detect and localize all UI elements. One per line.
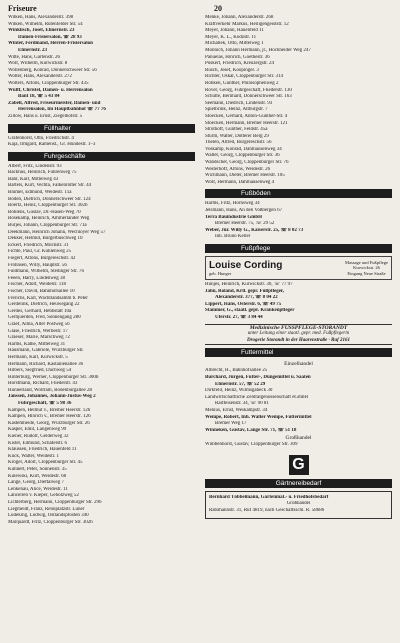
list-item: Wandscher, Georg, Cloppenburger Str. 76 — [205, 160, 289, 166]
section-heading-futtermittel: Futtermittel — [205, 348, 392, 357]
list-item: Kraftverkehr Markus, Heiligengeiststr. 12 — [205, 21, 289, 27]
list-item: Stoecken, Hermann, Bremer Heerstr. 121 — [205, 120, 288, 126]
list-item: Frerichs, Karl, Wachtlandsamm b. Peter — [8, 295, 88, 301]
list-item: Lenkenau, Alice, Weidestr. 11 — [8, 486, 68, 492]
list-item: Witte, Hans, Gartenstr. 26 — [8, 54, 61, 60]
list-item: Kiener, Rudolf, Gelderweg 32 — [8, 434, 69, 440]
list-item: Wilken, Hans, Alexanderstr. 398 — [8, 15, 74, 20]
storandt-address: Drogerie Storandt in der Haarenstraße · Ruf 2161 — [246, 337, 351, 343]
toebbelmann-advertisement — [205, 491, 392, 519]
list-item: Kulewski, Kurt, Weidestr. 68 — [8, 473, 67, 479]
list-item: Wempe, Robert, Inh. Walter Wempe, Futtermittel — [205, 414, 312, 420]
right-column — [205, 15, 392, 526]
list-item: Lichterberg, Hermann, Cloppenburger Str. 296 — [8, 499, 102, 505]
list-item: Hinterburg, Werner, Cloppenburger Str. 300b — [8, 374, 99, 380]
list-item: Röver, Georg, Fuhrgeschäft, Fliederstr. 130 — [205, 87, 292, 93]
list-item: Bartels, Kurt, Vechta, Falkenrotter Str. 44 — [8, 183, 92, 189]
list-item: Meyer, K. L., Kodzstr. 11 — [205, 34, 257, 40]
list-item: Bremer Weg 17 — [215, 421, 247, 427]
list-item: Röbken, Günther, Philosophenweg 2 — [205, 80, 279, 86]
list-item: Kister, Edmund, Schäferstr. 6 — [8, 440, 67, 446]
list-item: Poskert, Friedrich, Kreuzergstr. 24 — [205, 61, 275, 67]
list-item: Lüdeking, Ludwig, Ostlandspfosten 340 — [8, 513, 89, 519]
list-item: Wolf, Hermann, Dählhausenweg 4 — [205, 179, 275, 185]
list-item: Hunjes, Heinrich, Kurwickstr. 30, ☏ 77 97 — [205, 282, 293, 287]
section-heading-gaertnereibedarf: Gärtnereibedarf — [205, 479, 392, 488]
list-item: Gerhjuerden, Fred, Sonnengang 280 — [8, 315, 81, 321]
list-item: Strothoff, Günther, Feldstr. 45a — [205, 127, 268, 133]
list-item: Jelsmann, Hans, An den Voßbergen 67 — [205, 208, 283, 214]
list-item: Seemann, Diedrich, Lindenstr. 93 — [205, 100, 273, 106]
list-item: Fuhrgeschäft, ☏ 5 98 36 — [18, 401, 72, 407]
list-item: Fiegert, Alfons, Bürgereschstr. 42 — [8, 256, 76, 261]
list-item: Eckert, Friedrich, Milchstr. 31 — [8, 242, 69, 248]
list-item: Dekker, Helmut, Burgerbuschweg 10 — [8, 236, 83, 242]
list-item: Menke, Johann, Alexanderstr. 268 — [205, 15, 274, 20]
list-item: Albert, Fritz, Lindenstr. 93 — [8, 163, 62, 169]
list-item: Dirkfeld, Heinz, Wilmsgabeck 30 — [205, 388, 273, 394]
left-column — [8, 15, 195, 526]
list-item: Damen-Frisiersalon, ☏ 28 93 — [18, 34, 82, 40]
list-item: Wollenberg, Konrad, Donnerschweer Str. 56 — [8, 67, 97, 73]
list-item: Spielbrink, Heinz, Altburgstr. 7 — [205, 107, 268, 113]
list-item: Fischer, Adolf, Weidestr. 118 — [8, 282, 67, 288]
list-item: Janssen, Johannes, Johann-Justus-Weg 2 — [8, 394, 96, 400]
list-item: Blümel, Edmund, Weidestr. 11a — [8, 190, 72, 196]
list-item: Jahn, Roland, Krtl. gepr. Fußpfleger, — [205, 288, 284, 294]
list-item: Terra Bauindustrie GmbH — [205, 214, 263, 220]
list-item: Horstmann, Richard, Fliederstr. 43 — [8, 381, 78, 387]
storandt-advertisement — [205, 324, 392, 346]
cording-service: Massage und Fußpflege — [345, 259, 388, 265]
cording-advertisement — [205, 256, 392, 280]
list-item: Voskamp, Konrad, Dählhausenweg 34 — [205, 146, 282, 152]
list-item: Herrensalon, Im Hauptbahnhof ☏ 77 76 — [18, 107, 106, 113]
list-item: Frohnsen, Willy, Hauptstr. 56 — [8, 262, 67, 268]
list-item: Winneken, Gustav, Lange Str. 71, ☏ 51 18 — [205, 427, 297, 433]
page-number: 20 — [214, 4, 222, 13]
list-item: Harms, Fritz, Hornsweg 34 — [205, 201, 260, 207]
list-item: Gerdes, Gerhard, Hebbstatt 10a — [8, 308, 72, 314]
toebbelmann-type: Großhandel — [286, 501, 311, 507]
cording-address: Kurwickstr. 26 — [353, 265, 380, 271]
list-item: Bremer Heerstr. 75, ☏ 29 52 — [215, 221, 275, 227]
section-title: Friseure — [8, 4, 37, 13]
list-item: Fichte, Paul, Gr. Kuhlenweg 25 — [8, 249, 72, 255]
list-item: Rusch, Josef, Koopinger. 3 — [205, 67, 259, 73]
fussboeden-list — [205, 201, 392, 241]
list-item: Graeser, Marie, Marschweg 72 — [8, 335, 70, 341]
storandt-subtitle: unter Leitung einer staatl. gepr. med. Fußpflegerin — [247, 331, 350, 337]
list-item: Mönnich, Johann Hermann, jr., Hochheider Weg 247 — [205, 47, 311, 53]
list-item: Hilbers, Siegfried, Dachweg 54 — [8, 368, 72, 374]
list-item: Weber, Jür. Willy G., Kaiserstr. 25, ☏ 8 02 73 — [205, 227, 304, 233]
list-item: Winklisch, Josef, Ehnernstr. 23 — [8, 28, 75, 34]
list-item: Fischer, David, Bahnhofsallee 10 — [8, 288, 75, 294]
list-item: Michallek, Otto, Mittelweg 1 — [205, 41, 264, 47]
list-item: Wichmann, Dieter, Bremer Heerstr. 105 — [205, 173, 285, 179]
list-item: Landwirtschaftliche Zentralgenossenschaft eGmbH — [205, 394, 309, 400]
subheading-einzelhandel: Einzelhandel — [284, 361, 313, 368]
list-item: Thelen, Alfred, Bürgereschstr. 56 — [205, 140, 272, 146]
letter-g-marker: G — [289, 455, 309, 475]
list-item: Alexanderstr. 377, ☏ 8 04 22 — [215, 295, 278, 301]
list-item: Wulff, Christel, Damen- u. Herrensalon — [8, 87, 93, 93]
list-item: Feeen, Harry, Lindenweg 38 — [8, 275, 66, 281]
list-item: Menius, Ernst, Weskampstr. 34 — [205, 407, 268, 413]
fuellhalter-list — [8, 136, 195, 149]
list-item: Wolf, Wilhelm, Kurwickstr. 8 — [8, 61, 68, 67]
list-item: Bösekamp, Heinrich, Ammerländer Weg — [8, 216, 90, 222]
list-item: Hermann, Karl, Kurwickstr. 5 — [8, 354, 68, 360]
list-item: Zillow, Hans u. Ernst, Ziegelhofstr. 5 — [8, 113, 83, 119]
section-heading-fuellhalter: Füllhalter — [8, 124, 195, 133]
list-item: Stammer, G., staatl. gepr. Krankenpfleger — [205, 308, 295, 314]
page-header — [8, 4, 392, 15]
list-item: Hausmann, Gabriele, Würzburger Str. — [8, 348, 84, 354]
list-item: Bahr, Karl, Mittelweg 43 — [8, 176, 59, 182]
list-item: Harms, Kathe, Mittelweg 31 — [8, 341, 66, 347]
list-item: Hunnerland, Wolfram, Bodenburgallee 28 — [8, 387, 92, 393]
list-item: Fuldmann, Wilhelm, Stedinger Str. 76 — [8, 269, 84, 275]
grosshandel-list — [205, 442, 392, 449]
list-item: Wilken, Wilhelm, Rutenfelder Str. 54 — [8, 21, 83, 27]
list-item: Kuck, Walter, Weidestr. 1 — [8, 453, 60, 459]
list-item: Burchard, Jürgen, Futter-, Düngemittel u. Saaten — [205, 374, 311, 380]
list-item: Kampen, Hinrich v., Bremer Heerstr. 126 — [8, 414, 91, 420]
friseure-list — [8, 15, 195, 121]
list-item: Boden, Dietrich, Donnerschweer Str. 124 — [8, 196, 91, 202]
list-item: Sturm, Walter, Dotterer Berg 29 — [205, 133, 269, 139]
list-item: Marquardt, Fritz, Cloppenburger Str. 302b — [8, 519, 93, 525]
list-item: Ehnernstr. 23 — [18, 47, 47, 53]
futtermittel-list — [205, 368, 392, 434]
list-item: Stoecken, Gerhard, Anton-Günther-Str. 4 — [205, 113, 288, 119]
section-heading-fuhrgeschaefte: Fuhrgeschäfte — [8, 152, 195, 161]
list-item: Meyer, Johann, Hauenfeld 11 — [205, 28, 264, 34]
list-item: Zabell, Alfred, Friseurmeister, Damen- und — [8, 100, 101, 106]
list-item: Boertz, Heinz, Cloppenburger Str. 302b — [8, 203, 88, 209]
list-item: Walter, Georg, Cloppenburger Str. 36 — [205, 153, 280, 159]
cording-subtitle: geb. Hunger — [209, 270, 232, 276]
list-item: Grafenhorst, Otto, Friedrichstr. 4 — [8, 135, 74, 141]
list-item: Klaussen, Friedrich, Hauenfeld 11 — [8, 447, 77, 453]
list-item: Kasper, Emil, Langenweg 99 — [8, 427, 67, 433]
list-item: Glase, Friedrich, Werbestr. 17 — [8, 328, 68, 334]
list-item: Graef, Alma, Alter Postweg 56 — [8, 321, 70, 327]
list-item: Kampen, Helmut v., Bremer Heerstr. 126 — [8, 407, 91, 413]
list-item: Gerdelink, Dietrich, Heuwegang 22 — [8, 302, 80, 308]
list-item: Richter, Oskar, Cloppenburger Str. 314 — [205, 74, 283, 80]
list-item: Kaja, Irmgard, Ramenst., Gr. Hundestr. 1–3 — [8, 142, 96, 148]
list-item: Schütte, Bernhard, Donnerschweer Str. 163 — [205, 94, 292, 100]
fuhrgeschaefte-continued-list — [205, 15, 392, 186]
cording-entrance: Eingang Neue Straße — [347, 270, 386, 276]
fuhrgeschaefte-list — [8, 164, 195, 527]
section-heading-fussboeden: Fußböden — [205, 189, 392, 198]
list-item: Lange, Georg, Dieftalweg 7 — [8, 480, 64, 486]
list-item: Kastemheide, Georg, Würzburger Str. 26 — [8, 420, 90, 426]
section-heading-fusspflege: Fußpflege — [205, 244, 392, 253]
list-item: Winter, Ferdinand, Herren-Frisiersalon — [8, 41, 93, 47]
list-item: Kuhnert, Peter, Sonnenstr. 35 — [8, 467, 67, 472]
list-item: Liegmeidt, Franz, Rennplatzstr. Luner — [8, 506, 85, 512]
list-item: Albrecht, H., Bahnhofsallee 25 — [205, 368, 268, 374]
list-item: Burjes, Johann, Cloppenburger Str. 71a — [8, 223, 87, 229]
list-item: Panuelas, Hinrich, Goethestr. 36 — [205, 54, 270, 60]
list-item: Inh. Bruno Keller — [215, 234, 251, 240]
list-item: Wolter, Hans, Alexanderstr. 272 — [8, 74, 72, 80]
list-item: Westerhoff, Alfons, Weidestr. 26 — [205, 166, 271, 172]
list-item: Wolters, Alfons, Cloppenburger Str. 435 — [8, 80, 89, 86]
list-item: Raiffeisenstr. 34, ☏ 90 81 — [215, 401, 269, 407]
list-item: Ehnernstr. 57, ☏ 52 29 — [215, 381, 266, 387]
toebbelmann-address: Ratsmannstr. 31, Ruf 4819, nach Geschäftsschl. R. 58686 — [209, 508, 325, 514]
list-item: Lancelren v. Kieper, Geholzweg 52 — [8, 493, 79, 499]
list-item: Lippert, Hans, Osterstr. 6, ☏ 49 75 — [205, 301, 282, 307]
subheading-grosshandel: Großhandel — [285, 435, 312, 442]
fusspflege-list — [205, 282, 392, 322]
list-item: Hermann, Richard, Kastanienallee 36 — [8, 361, 84, 367]
list-item: Uferstr. 27, ☏ 3 84 44 — [215, 314, 263, 320]
list-item: Backhus, Heinrich, Fuhrenweg 75 — [8, 170, 77, 176]
list-item: Bohlens, Gustav, Dr.-Hasen-Weg 70 — [8, 209, 81, 215]
list-item: Bant 18, ☏ 5 43 84 — [18, 94, 60, 100]
list-item: Deekmann, Heinrich Johann, Wechloyer Weg 57 — [8, 229, 106, 235]
storandt-title: Medizinische FUSSPFLEGE-STORANDT — [249, 324, 348, 331]
cording-brand: Louise Cording — [209, 259, 283, 271]
list-item: Wübbenhorst, Gustav, Cloppenburger Str. 309 — [205, 442, 298, 448]
toebbelmann-name: Bernhard Többelmann, Gartenmat.- u. Friedhofsbedarf — [209, 494, 329, 500]
list-item: Kröger, Adolf, Cloppenburger Str. 45 — [8, 460, 83, 466]
